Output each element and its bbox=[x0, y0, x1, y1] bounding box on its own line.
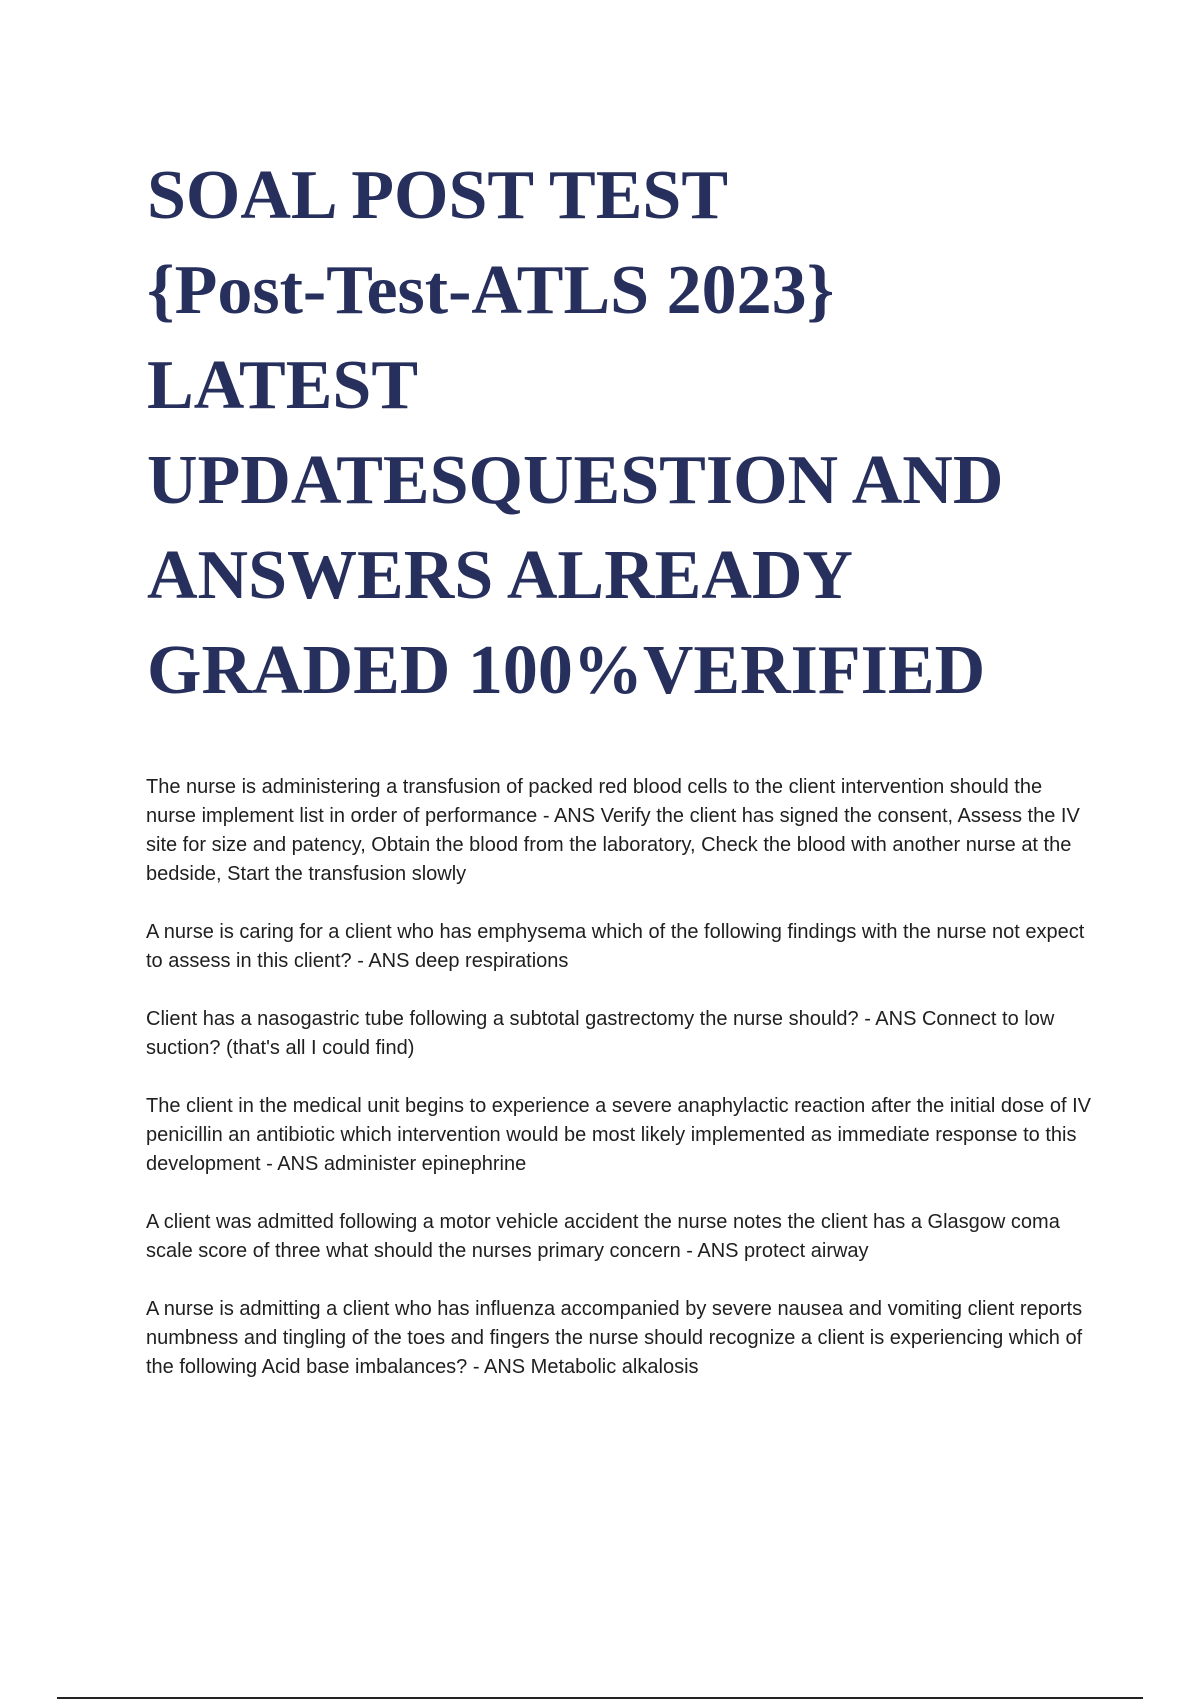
question-answer-item: A nurse is admitting a client who has influenza accompanied by severe nausea and vomiting client reports numbness and tingling of the toes and fingers the nurse should recognize a client is experiencing which of the following Acid base imbalances? - ANS Metabolic alkalosis bbox=[146, 1298, 1083, 1378]
title-line: {Post-Test-ATLS 2023} bbox=[147, 252, 835, 329]
question-answer-item: A client was admitted following a motor vehicle accident the nurse notes the client has a Glasgow coma scale score of three what should the nurses primary concern - ANS protect airway bbox=[146, 1211, 1060, 1262]
question-answer-item: Client has a nasogastric tube following a subtotal gastrectomy the nurse should? - ANS Connect to low suction? (that's all I could find) bbox=[146, 1008, 1055, 1059]
document-title bbox=[147, 148, 1107, 718]
question-answer-item: The client in the medical unit begins to experience a severe anaphylactic reaction after the initial dose of IV penicillin an antibiotic which intervention would be most likely implemented as immediate response to this development - ANS administer epinephrine bbox=[146, 1095, 1091, 1175]
question-answer-item: The nurse is administering a transfusion of packed red blood cells to the client intervention should the nurse implement list in order of performance - ANS Verify the client has signed the consent, Assess the IV site for size and patency, Obtain the blood from the laboratory, Check the blood with another nurse at the bedside, Start the transfusion slowly bbox=[146, 776, 1080, 885]
title-line: LATEST bbox=[147, 347, 419, 424]
question-answer-item: A nurse is caring for a client who has emphysema which of the following findings with the nurse not expect to assess in this client? - ANS deep respirations bbox=[146, 921, 1085, 972]
question-answer-list bbox=[146, 773, 1096, 1411]
title-line: UPDATESQUESTION AND bbox=[147, 442, 1004, 519]
title-line: SOAL POST TEST bbox=[147, 157, 729, 234]
page-bottom-divider bbox=[57, 1697, 1143, 1699]
title-line: ANSWERS ALREADY bbox=[147, 537, 853, 614]
title-line: GRADED 100%VERIFIED bbox=[147, 632, 986, 709]
